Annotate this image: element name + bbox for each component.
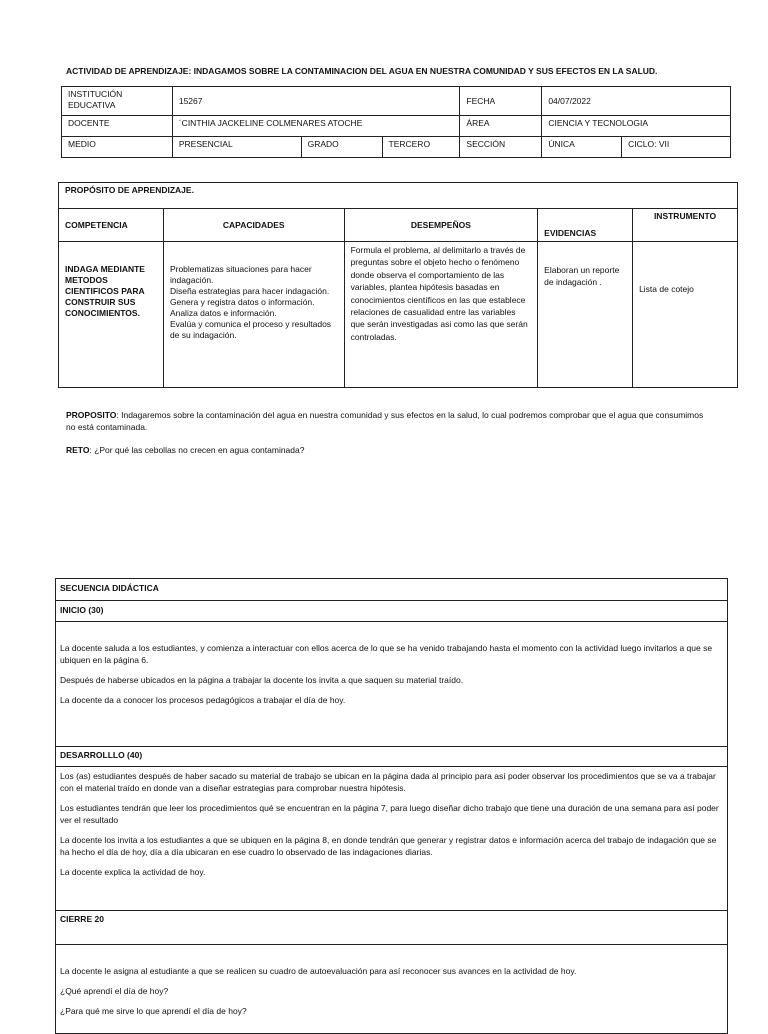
- col-evidencias: EVIDENCIAS: [538, 209, 633, 242]
- capacidad-item: Problematizas situaciones para hacer indagación.: [169, 264, 312, 285]
- desarrollo-paragraph: Los (as) estudiantes después de haber sacado su material de trabajo se ubican en la página dada al principio para así poder observar los procedimientos que se va a trabajar con el material traído en donde van a diseñar estrategias para comprobar nuestra hipótesis.: [60, 771, 716, 793]
- col-desempenos: DESEMPEÑOS: [344, 209, 538, 242]
- desarrollo-paragraph: La docente los invita a los estudiantes a que se ubiquen en la página 8, en donde tendrán que generar y registrar datos e información acerca del trabajo de indagación que se ha hecho el día de hoy, día a día ubicaran en ese cuadro lo observado de las indagaciones diarias.: [60, 835, 717, 857]
- reto-paragraph: [66, 444, 706, 456]
- inicio-label-box: [55, 600, 728, 622]
- col-instrumento: INSTRUMENTO: [633, 209, 738, 242]
- capacidad-item: Diseña estrategias para hacer indagación.: [169, 286, 330, 296]
- capacidades-cell: [163, 242, 344, 388]
- proposito-paragraph: [66, 409, 706, 433]
- proposito-heading: PROPÓSITO DE APRENDIZAJE.: [59, 183, 738, 209]
- cierre-content-box: [55, 944, 728, 1034]
- docente-value: ´CINTHIA JACKELINE COLMENARES ATOCHE: [172, 116, 460, 137]
- capacidad-item: Analiza datos e información.: [169, 308, 277, 318]
- institucion-label: INSTITUCIÓN EDUCATIVA: [62, 87, 173, 116]
- cierre-label: CIERRE 20: [60, 914, 104, 924]
- inicio-paragraph: Después de haberse ubicados en la página a trabajar la docente los invita a que saquen su material traído.: [60, 675, 464, 685]
- competencia-cell: INDAGA MEDIANTE METODOS CIENTIFICOS PARA CONSTRUIR SUS CONOCIMIENTOS.: [59, 242, 164, 388]
- medio-value: PRESENCIAL: [172, 137, 301, 158]
- inicio-paragraph: La docente saluda a los estudiantes, y comienza a interactuar con ellos acerca de lo que se ha venido trabajando hasta el momento con la actividad luego invitarlos a que se ubiquen en la página 6.: [60, 643, 713, 665]
- area-label: ÁREA: [460, 116, 542, 137]
- fecha-label: FECHA: [460, 87, 542, 116]
- proposito-text: : Indagaremos sobre la contaminación del agua en nuestra comunidad y sus efectos en la salud, lo cual podremos comprobar que el agua que consumimos no está contaminada.: [66, 410, 704, 432]
- fecha-value: 04/07/2022: [542, 87, 731, 116]
- col-competencia: COMPETENCIA: [59, 209, 164, 242]
- instrumento-cell: Lista de cotejo: [633, 242, 738, 388]
- col-capacidades: CAPACIDADES: [163, 209, 344, 242]
- cierre-paragraph: ¿Para qué me sirve lo que aprendí el día de hoy?: [60, 1006, 247, 1016]
- grado-value: TERCERO: [382, 137, 460, 158]
- desarrollo-label: DESARROLLLO (40): [60, 750, 143, 760]
- desempenos-cell: Formula el problema, al delimitarlo a través de preguntas sobre el objeto hecho o fenómeno donde observa el comportamiento de las variables, plantea hipótesis basadas en conocimientos científicos en las que establece relaciones de casualidad entre las variables que serán investigadas asi como las que serán controladas.: [344, 242, 538, 388]
- capacidad-item: Genera y registra datos o información.: [169, 297, 315, 307]
- inicio-content-box: [55, 621, 728, 747]
- institucion-value: 15267: [172, 87, 460, 116]
- ciclo-value: CICLO: VII: [622, 137, 731, 158]
- cierre-label-box: [55, 910, 728, 945]
- seccion-value: ÚNICA: [542, 137, 622, 158]
- desarrollo-label-box: [55, 746, 728, 767]
- capacidad-item: Evalúa y comunica el proceso y resultados de su indagación.: [169, 319, 332, 340]
- secuencia-heading-box: [55, 578, 728, 601]
- reto-label: RETO: [66, 445, 90, 455]
- desarrollo-content-box: [55, 766, 728, 911]
- document-title: ACTIVIDAD DE APRENDIZAJE: INDAGAMOS SOBRE LA CONTAMINACION DEL AGUA EN NUESTRA COMUNIDAD Y SUS EFECTOS EN LA SALUD.: [66, 66, 658, 76]
- seccion-label: SECCIÓN: [460, 137, 542, 158]
- cierre-paragraph: La docente le asigna al estudiante a que se realicen su cuadro de autoevaluación para así reconocer sus avances en la actividad de hoy.: [60, 966, 577, 976]
- evidencias-cell: Elaboran un reporte de indagación .: [538, 242, 633, 388]
- desarrollo-paragraph: La docente explica la actividad de hoy.: [60, 867, 206, 877]
- cierre-paragraph: ¿Qué aprendí el día de hoy?: [60, 986, 169, 996]
- proposito-table: [58, 182, 738, 388]
- docente-label: DOCENTE: [62, 116, 173, 137]
- medio-label: MEDIO: [62, 137, 173, 158]
- reto-text: : ¿Por qué las cebollas no crecen en agua contaminada?: [89, 445, 305, 455]
- info-table: [61, 86, 731, 158]
- inicio-paragraph: La docente da a conocer los procesos pedagógicos a trabajar el día de hoy.: [60, 695, 346, 705]
- area-value: CIENCIA Y TECNOLOGIA: [542, 116, 731, 137]
- proposito-label: PROPOSITO: [66, 410, 117, 420]
- desarrollo-paragraph: Los estudiantes tendrán que leer los procedimientos qué se encuentran en la página 7, para luego diseñar dicho trabajo que tiene una duración de una semana para así poder ver el resultado: [60, 803, 719, 825]
- grado-label: GRADO: [301, 137, 382, 158]
- inicio-label: INICIO (30): [60, 605, 104, 615]
- secuencia-heading: SECUENCIA DIDÁCTICA: [60, 583, 159, 593]
